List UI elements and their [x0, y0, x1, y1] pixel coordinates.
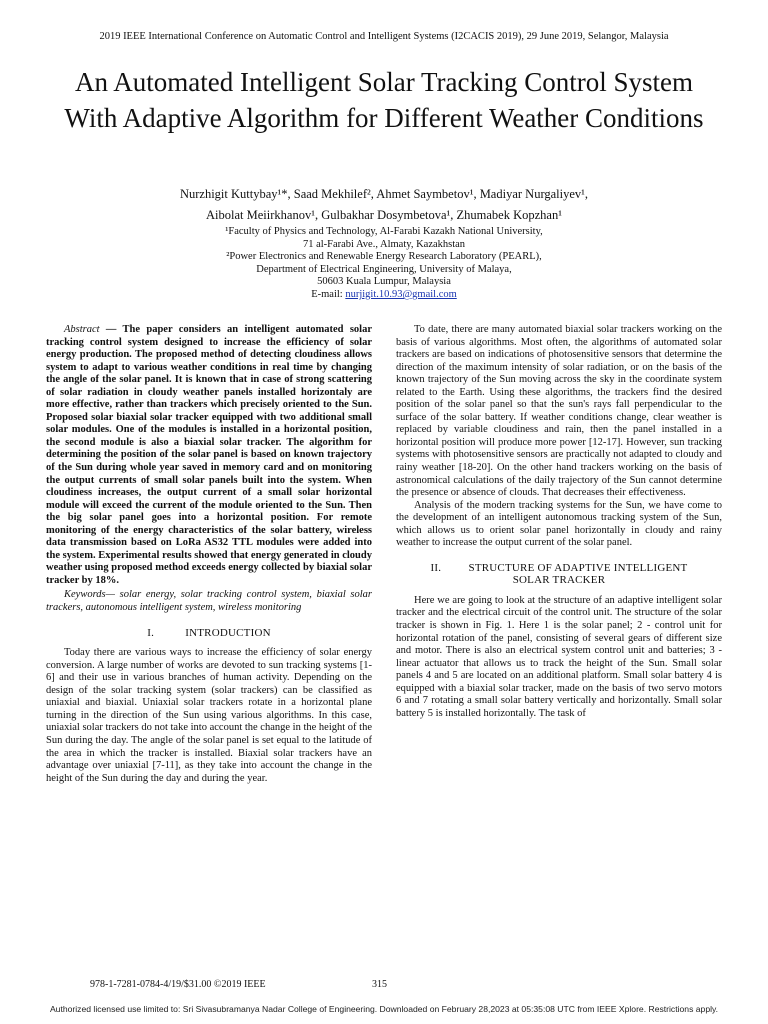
left-column — [46, 324, 372, 785]
authors-line-2: Aibolat Meiirkhanov¹, Gulbakhar Dosymbetova¹, Zhumabek Kopzhan¹ — [206, 208, 562, 222]
affiliation-1-line-2: 71 al-Farabi Ave., Almaty, Kazakhstan — [302, 238, 466, 250]
section-2-title-line-2: SOLAR TRACKER — [512, 574, 606, 587]
section-1-title: INTRODUCTION — [185, 626, 271, 639]
email-label: E-mail: — [311, 288, 346, 300]
intro-paragraph-1: Today there are various ways to increase the efficiency of solar energy conversion. A large number of works are devoted to sun tracking systems [1-6] and their use in various branches of human activity. Depending on the design of the solar tracking system (solar trackers) can be classified as uniaxial and biaxial. Uniaxial solar trackers rotate in a horizontal plane turning in the direction of the Sun using various algorithms. In this case, uniaxial solar trackers do not take into account the change in the height of the Sun during the day. The angle of the solar panel is set equal to the latitude of the area in which the tracker is installed. Biaxial solar trackers have an advantage over uniaxial [7-11], as they take into account the change in the height of the Sun during the day and during the year. — [46, 647, 372, 784]
affiliations — [60, 226, 708, 302]
email-link[interactable]: nurjigit.10.93@gmail.com — [345, 288, 457, 300]
section-1-heading — [46, 627, 372, 640]
abstract — [46, 324, 372, 587]
section-1-number: I. — [147, 626, 155, 639]
license-notice: Authorized licensed use limited to: Sri Sivasubramanya Nadar College of Engineering. Downloaded on February 28,2023 at 05:35:08 UTC from IEEE Xplore. Restrictions apply. — [49, 1004, 719, 1014]
conference-header: 2019 IEEE International Conference on Automatic Control and Intelligent Systems (I2CACIS 2019), 29 June 2019, Selangor, Malaysia — [99, 31, 669, 42]
section-2-paragraph-1: Here we are going to look at the structure of an adaptive intelligent solar tracker and the electrical circuit of the control unit. The structure of the solar tracker is shown in Fig. 1. Here 1 is the solar panel; 2 - control unit for horizontal rotation of the panel, consisting of several gears of different size and motor. There is also an electrical system control unit and batteries; 3 - linear actuator that allows us to track the height of the Sun. Small solar panels 4 and 5 are located on an additional platform. Small solar battery 4 is equipped with a biaxial solar tracker, made on the basis of two servo motors 6 and 7 rotating a small solar battery vertically and horizontally. Small solar battery 5 is installed horizontally. The task of — [396, 594, 722, 719]
section-2-title-line-1: STRUCTURE OF ADAPTIVE INTELLIGENT — [468, 561, 688, 574]
authors-line-1: Nurzhigit Kuttybay¹*, Saad Mekhilef², Ahmet Saymbetov¹, Madiyar Nurgaliyev¹, — [179, 187, 589, 201]
paper-title: An Automated Intelligent Solar Tracking Control System With Adaptive Algorithm for Different Weather Conditions — [64, 67, 704, 133]
right-column — [396, 324, 722, 720]
footer-isbn: 978-1-7281-0784-4/19/$31.00 ©2019 IEEE — [90, 979, 266, 990]
affiliation-2-line-3: 50603 Kuala Lumpur, Malaysia — [317, 276, 451, 288]
section-2-number: II. — [430, 561, 442, 574]
abstract-lead: Abstract — [64, 324, 100, 335]
email-line — [60, 289, 708, 302]
right-paragraph-1: To date, there are many automated biaxial solar trackers working on the basis of various algorithms. Most often, the algorithms of automated solar trackers are based on indications of photosensitive sensors that determine the direction of the maximum intensity of solar radiation, or on the basis of the known trajectory of the Sun moving across the sky in the coordinate system related to the Earth. Using these algorithms, the trackers find the desired position of the solar panel so that the sun's rays fall perpendicular to the surface of the solar battery. If weather conditions change, clear weather is replaced by variable cloudiness and rain, then the panel installed in a horizontal position will produce more power [12-17]. However, sun tracking systems with photosensitive sensors are practically not adapted to cloudy and rainy weather [18-20]. On the other hand trackers working on the basis of astronomical calculations of the daily trajectory of the Sun cannot determine the presence or absence of clouds. That decreases their effectiveness. — [396, 324, 722, 499]
author-list — [60, 184, 708, 226]
affiliation-2-line-1: ²Power Electronics and Renewable Energy Research Laboratory (PEARL), — [226, 251, 542, 263]
abstract-text: The paper considers an intelligent automated solar tracking control system designed to increase the efficiency of solar energy production. The proposed method of detecting cloudiness allows system to adapt to various weather conditions in real time by changing the angle of the solar panel. It is known that in case of strong scattering of solar radiation in cloudy weather panels installed horizontaly are more effective, rather than trackers which precisely oriented to the Sun. Proposed solar biaxial solar tracker equipped with two additional small solar modules. One of the modules is installed in a horizontal position, the second module is also a biaxial solar tracker. The algorithm for determining the position of the solar panel is based on known trajectory of the Sun during whole year saved in memory card and on monitoring the output currents of small solar panels built into the system. When cloudiness increases, the output current of a small solar horizontal module will exceed the current of the module oriented to the Sun. Then the big solar panel goes into a horizontal position. For remote monitoring of the energy characteristics of the solar battery, wireless data transmission based on LoRa AS32 TTL modules were added into the system. Experimental results showed that energy generated in cloudy weather using proposed method exceeds energy collected by biaxial solar tracker by 18%. — [46, 324, 373, 586]
affiliation-2-line-2: Department of Electrical Engineering, University of Malaya, — [256, 263, 512, 275]
page-number: 315 — [372, 979, 387, 990]
abstract-dash: — — [99, 324, 123, 335]
keywords: Keywords— solar energy, solar tracking control system, biaxial solar trackers, autonomous intelligent system, wireless monitoring — [46, 589, 372, 614]
right-paragraph-2: Analysis of the modern tracking systems for the Sun, we have come to the development of an intelligent autonomous tracking system of the Sun, which allows us to orient solar panel horizontally in cloudy and rainy weather to increase the output current of the solar panel. — [396, 499, 722, 549]
affiliation-1-line-1: ¹Faculty of Physics and Technology, Al-Farabi Kazakh National University, — [225, 226, 543, 237]
section-2-heading — [396, 562, 722, 587]
